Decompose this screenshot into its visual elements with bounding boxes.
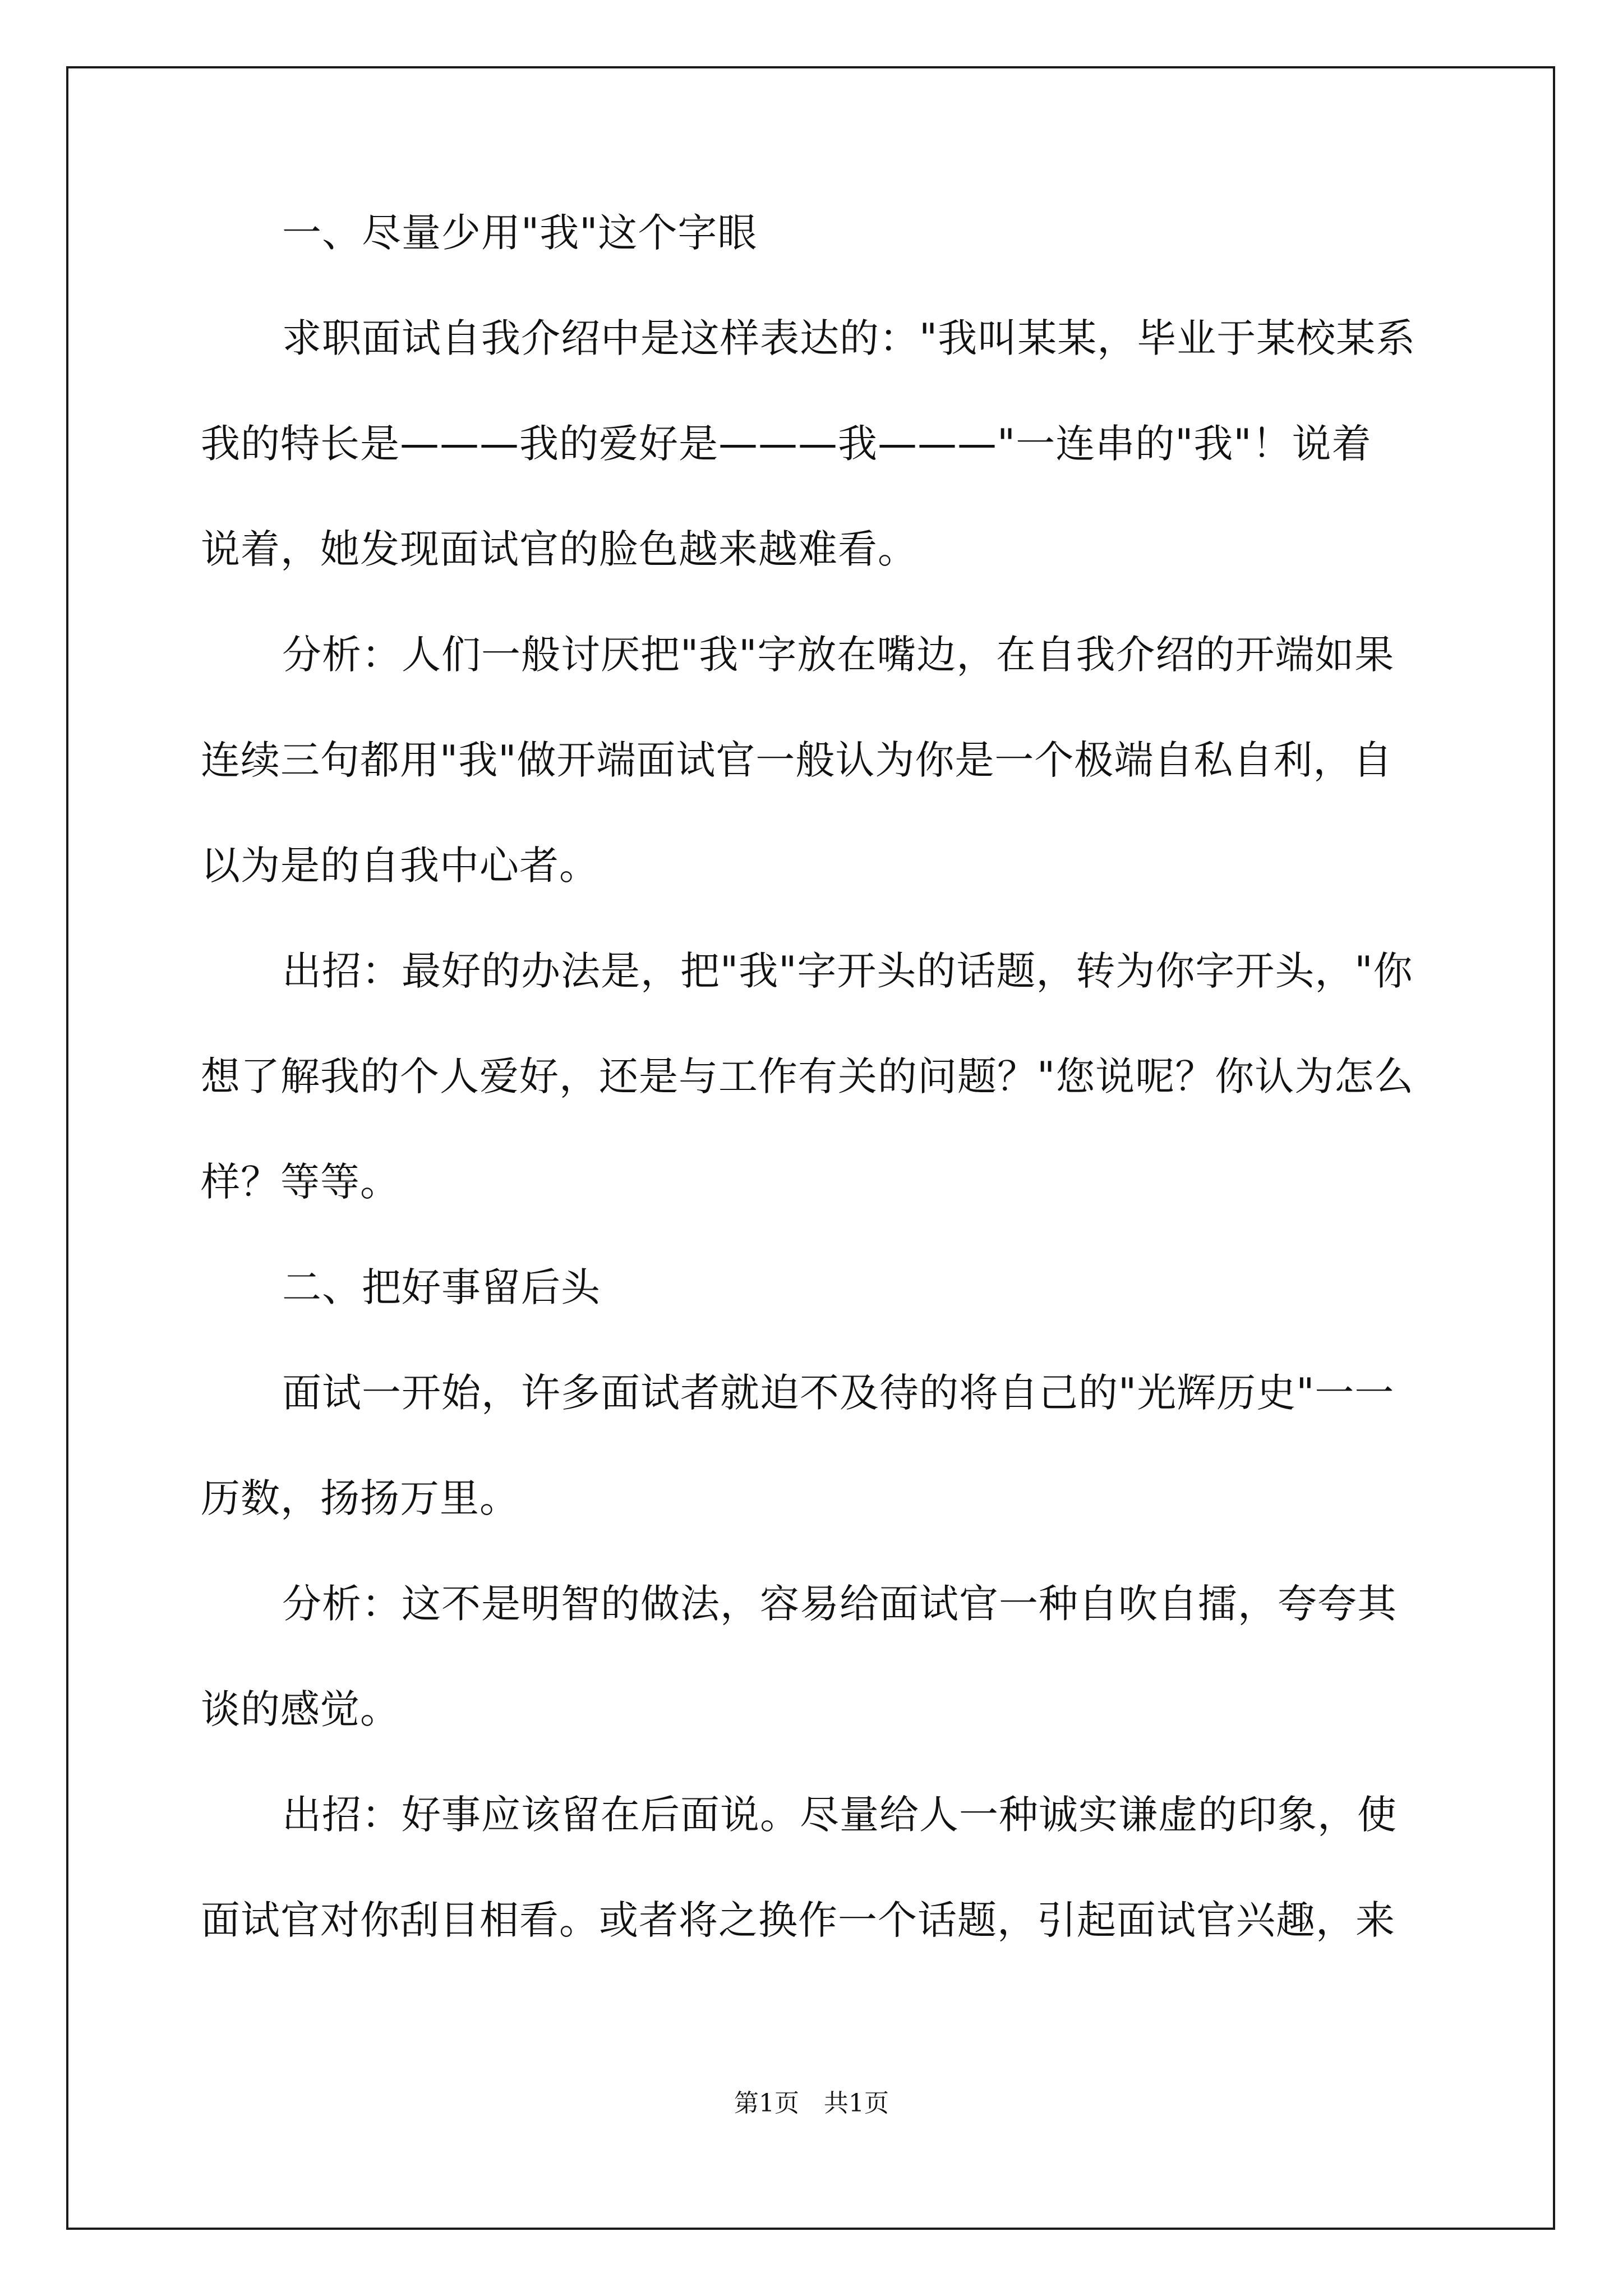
paragraph-line: 想了解我的个人爱好，还是与工作有关的问题？"您说呢？你认为怎么 [201,1053,1414,1099]
paragraph-line: 历数，扬扬万里。 [201,1475,519,1521]
paragraph-line: 出招：最好的办法是，把"我"字开头的话题，转为你字开头，"你 [282,948,1413,994]
paragraph-line: 连续三句都用"我"做开端面试官一般认为你是一个极端自私自利，自 [201,737,1393,783]
paragraph-line: 分析：人们一般讨厌把"我"字放在嘴边，在自我介绍的开端如果 [282,632,1395,678]
paragraph-line: 面试官对你刮目相看。或者将之换作一个话题，引起面试官兴趣，来 [201,1897,1395,1943]
paragraph-line: 求职面试自我介绍中是这样表达的："我叫某某，毕业于某校某系 [282,315,1416,361]
paragraph-line: 谈的感觉。 [201,1686,400,1732]
paragraph-line: 以为是的自我中心者。 [201,843,599,889]
page-number-footer: 第1页 共1页 [734,2089,889,2118]
paragraph-line: 说着，她发现面试官的脸色越来越难看。 [201,526,917,572]
heading-2: 二、把好事留后头 [282,1264,601,1310]
heading-1: 一、尽量少用"我"这个字眼 [282,210,758,256]
paragraph-line: 出招：好事应该留在后面说。尽量给人一种诚实谦虚的印象，使 [282,1792,1397,1838]
paragraph-line: 我的特长是———我的爱好是———我———"一连串的"我"！说着 [201,421,1372,467]
paragraph-line: 样？等等。 [201,1159,400,1205]
paragraph-line: 面试一开始，许多面试者就迫不及待的将自己的"光辉历史"一一 [282,1370,1395,1416]
paragraph-line: 分析：这不是明智的做法，容易给面试官一种自吹自擂，夸夸其 [282,1581,1397,1627]
